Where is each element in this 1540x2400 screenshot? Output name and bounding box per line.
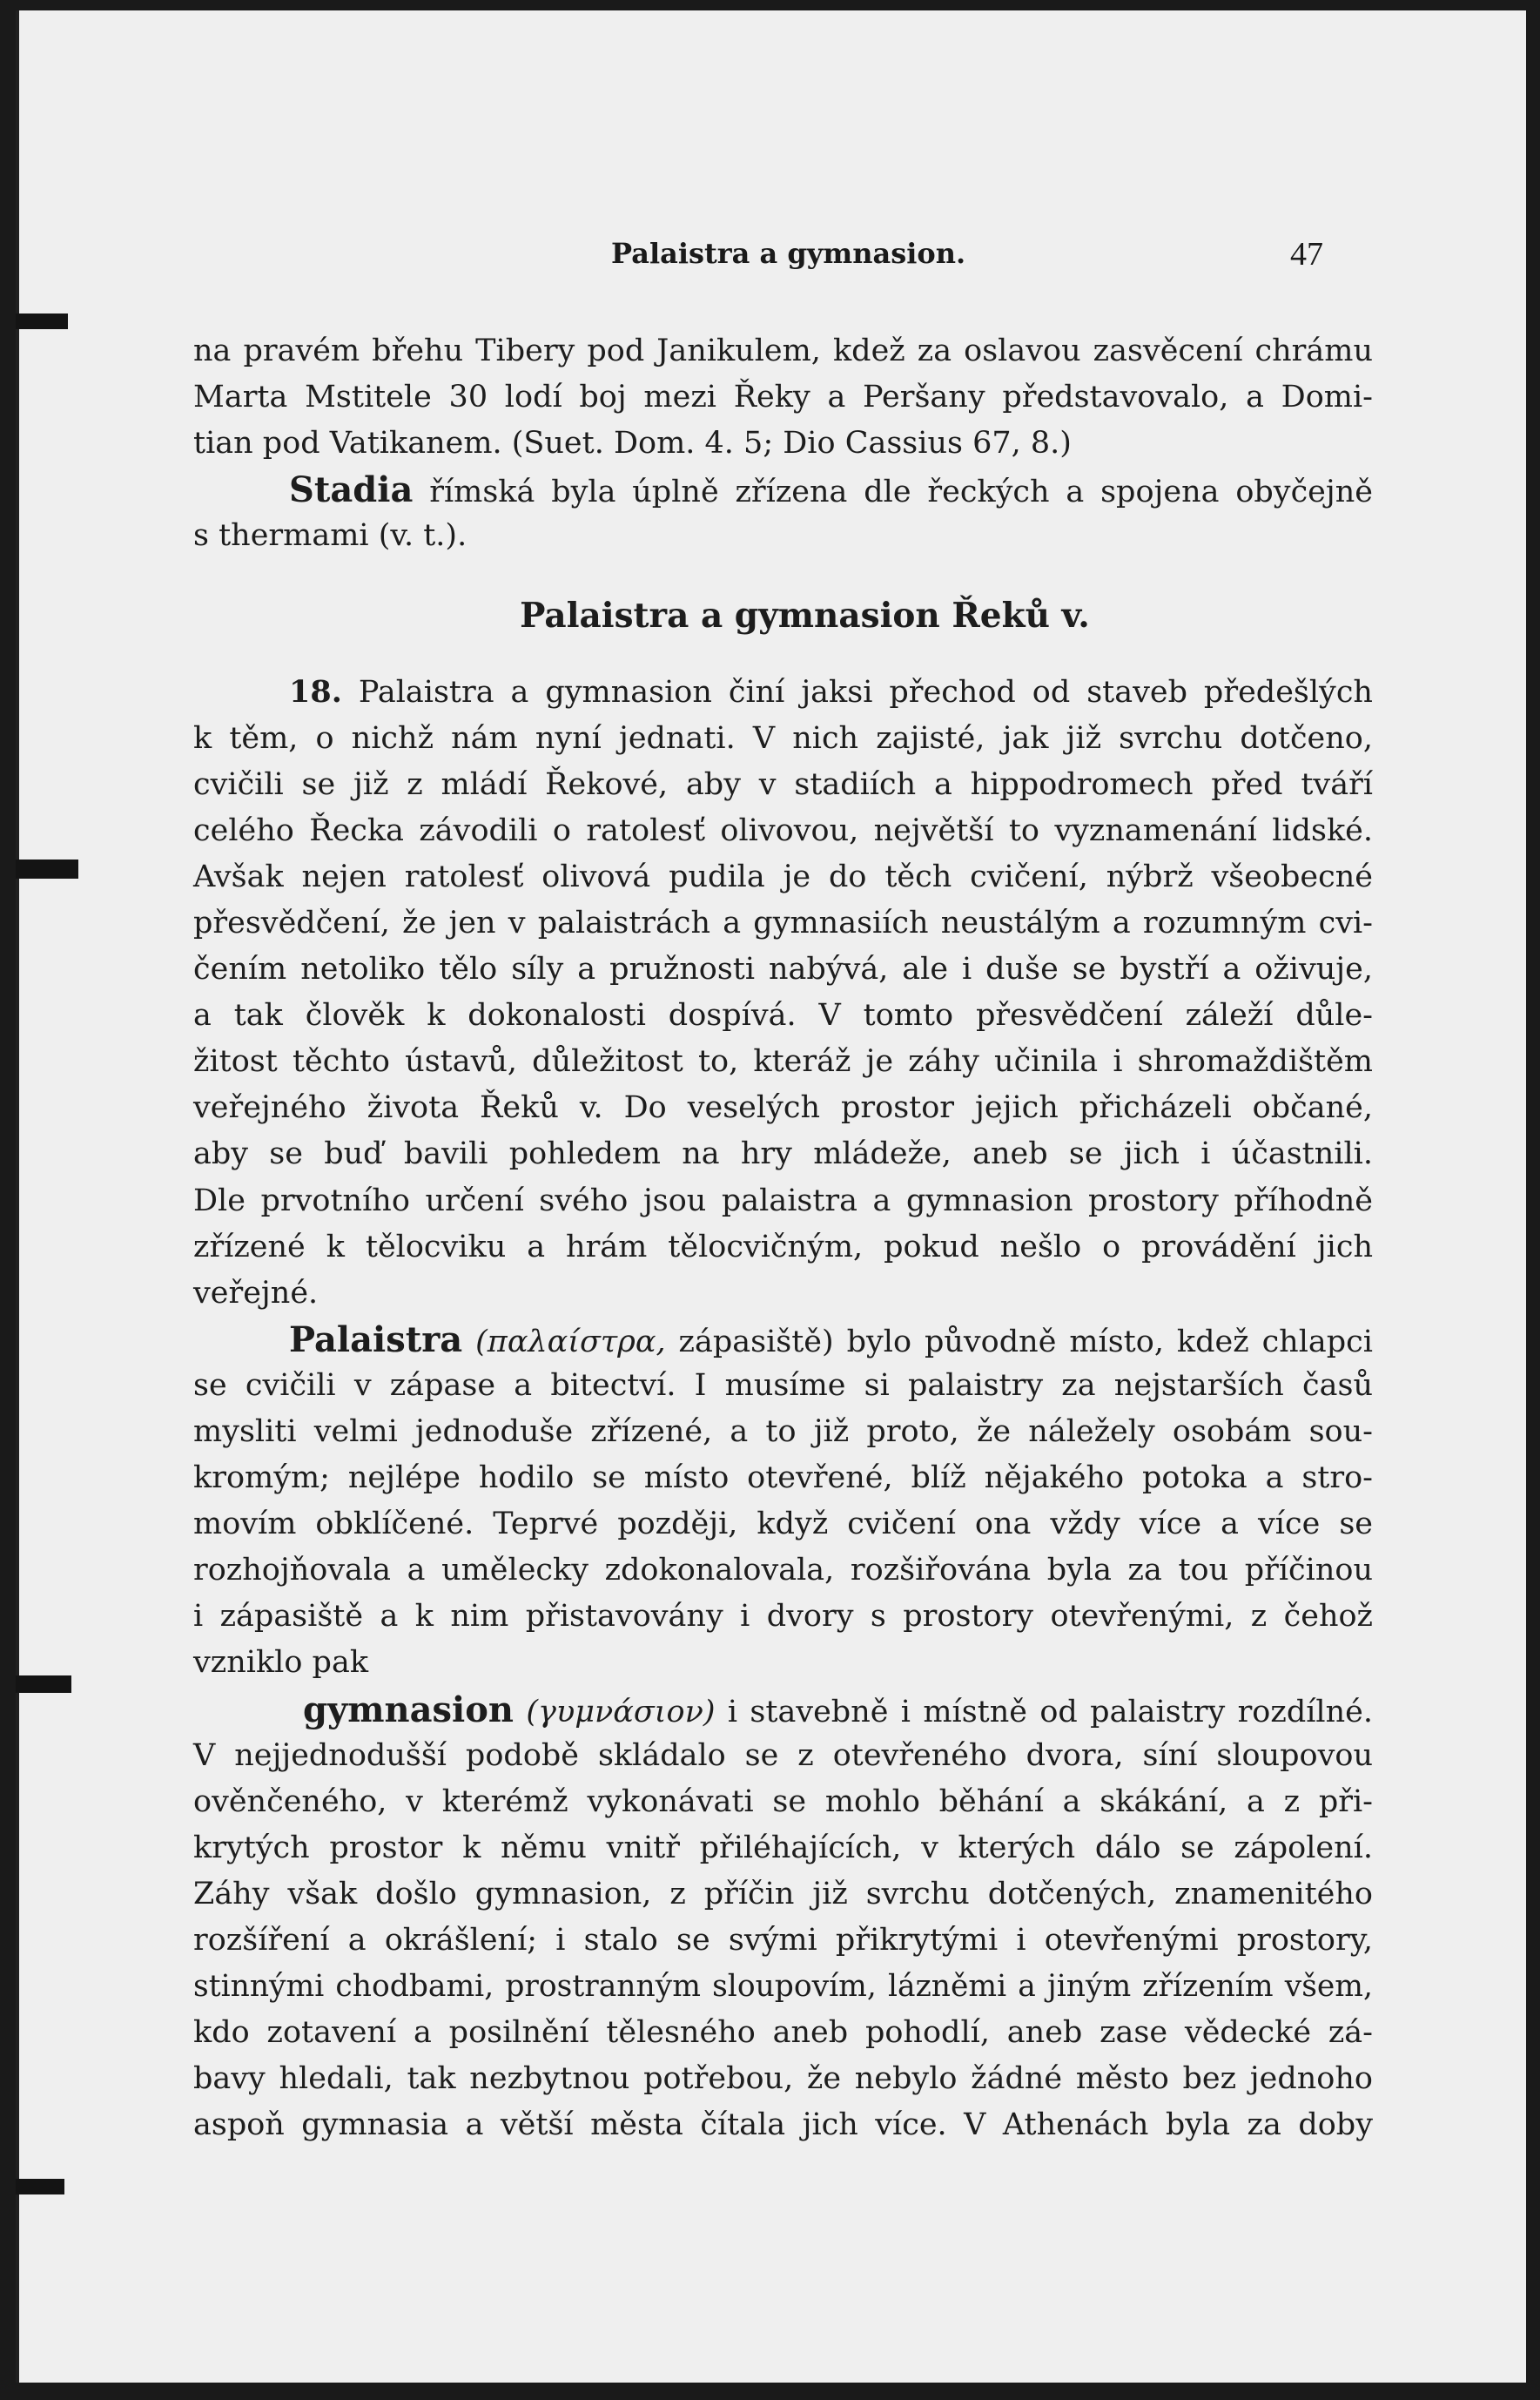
text-line: cvičili se již z mládí Řekové, aby v stadiích a hippodromech před tváří [193, 766, 1373, 802]
text-line: Avšak nejen ratolesť olivová pudila je do těch cvičení, nýbrž všeobecné [193, 859, 1373, 894]
section-18-first-line: Palaistra a gymnasion činí jaksi přechod od staveb předešlých [358, 675, 1373, 711]
text-line: i zápasiště a k nim přistavovány i dvory s prostory otevřenými, z čehož [193, 1599, 1373, 1635]
text-line: movím obklíčené. Teprvé později, když cvičení ona vždy více a více se [193, 1507, 1373, 1542]
palaistra-greek: (παλαίστρα, [475, 1324, 666, 1359]
text-line: s thermami (v. t.). [193, 518, 467, 554]
page-number: 47 [1290, 236, 1323, 273]
text-line: veřejného života Řeků v. Do veselých prostor jejich přicházeli občané, [193, 1090, 1373, 1126]
text-line: čením netoliko tělo síly a pružnosti nabývá, ale i duše se bystří a oživuje, [193, 952, 1373, 988]
running-head [19, 228, 1530, 280]
binding-mark [16, 860, 78, 879]
text-line: Záhy však došlo gymnasion, z příčin již svrchu dotčených, znamenitého [193, 1876, 1373, 1911]
text-line: tian pod Vatikanem. (Suet. Dom. 4. 5; Dio Cassius 67, 8.) [193, 426, 1072, 462]
text-line: aspoň gymnasia a větší města čítala jich více. V Athenách byla za doby [193, 2107, 1373, 2143]
palaistra-lead-word: Palaistra [289, 1318, 463, 1360]
text-line [193, 1687, 1373, 1733]
binding-mark [16, 1675, 71, 1693]
palaistra-first-line: zápasiště) bylo původně místo, kdež chlapci [678, 1324, 1373, 1359]
text-line: kdo zotavení a posilnění tělesného aneb pohodlí, aneb zase vědecké zá- [193, 2015, 1373, 2051]
text-line: rozhojňovala a umělecky zdokonalovala, rozšiřována byla za tou příčinou [193, 1553, 1373, 1588]
text-line: k těm, o nichž nám nyní jednati. V nich zajisté, jak již svrchu dotčeno, [193, 720, 1373, 756]
text-line: bavy hledali, tak nezbytnou potřebou, že nebylo žádné město bez jednoho [193, 2061, 1373, 2097]
section-heading: Palaistra a gymnasion Řeků v. [520, 596, 1090, 637]
text-line: celého Řecka závodili o ratolesť olivovou, největší to vyznamenání lidské. [193, 812, 1373, 848]
gymnasion-paragraph [193, 1687, 1373, 2149]
text-line: kromým; nejlépe hodilo se místo otevřené, blíž nějakého potoka a stro- [193, 1460, 1373, 1496]
palaistra-paragraph [193, 1317, 1373, 1687]
running-title: Palaistra a gymnasion. [611, 237, 966, 270]
text-line: vzniklo pak [193, 1645, 369, 1681]
text-line: a tak člověk k dokonalosti dospívá. V tomto přesvědčení záleží důle- [193, 998, 1373, 1034]
text-line [193, 1317, 1373, 1363]
text-line: Marta Mstitele 30 lodí boj mezi Řeky a Peršany představovalo, a Domi- [193, 380, 1373, 415]
text-line: přesvědčení, že jen v palaistrách a gymnasiích neustálým a rozumným cvi- [193, 905, 1373, 940]
binding-mark [16, 313, 68, 329]
text-line: zřízené k tělocviku a hrám tělocvičným, pokud nešlo o provádění jich [193, 1229, 1373, 1264]
text-line: aby se buď bavili pohledem na hry mládeže, aneb se jich i účastnili. [193, 1136, 1373, 1172]
text-line: se cvičili v zápase a bitectví. I musíme si palaistry za nejstarších časů [193, 1367, 1373, 1403]
text-line: žitost těchto ústavů, důležitost to, kteráž je záhy učinila i shromaždištěm [193, 1044, 1373, 1080]
body-text [193, 328, 1373, 2148]
gymnasion-lead-word: gymnasion [303, 1689, 514, 1730]
text-line [193, 669, 1373, 715]
text-line [193, 467, 1373, 513]
section-number: 18. [289, 674, 342, 711]
text-line: stinnými chodbami, prostranným sloupovím, lázněmi a jiným zřízením všem, [193, 1969, 1373, 2005]
gymnasion-first-line: i stavebně i místně od palaistry rozdílné. [727, 1694, 1373, 1729]
text-line: ověnčeného, v kterémž vykonávati se mohlo běhání a skákání, a z při- [193, 1783, 1373, 1819]
text-line: rozšíření a okrášlení; i stalo se svými přikrytými i otevřenými prostory, [193, 1923, 1373, 1958]
book-page [16, 10, 1526, 2383]
text-line: na pravém břehu Tibery pod Janikulem, kdež za oslavou zasvěcení chrámu [193, 334, 1373, 368]
stadia-lead-word: Stadia [289, 469, 414, 511]
intro-paragraph [193, 328, 1373, 467]
binding-mark [16, 2179, 64, 2194]
text-line: V nejjednodušší podobě skládalo se z otevřeného dvora, síní sloupovou [193, 1737, 1373, 1773]
text-line: Dle prvotního určení svého jsou palaistra a gymnasion prostory příhodně [193, 1183, 1373, 1218]
section-18-paragraph [193, 669, 1373, 1316]
text-line: krytých prostor k němu vnitř přiléhajících, v kterých dálo se zápolení. [193, 1830, 1373, 1865]
text-line: mysliti velmi jednoduše zřízené, a to již proto, že náležely osobám sou- [193, 1413, 1373, 1449]
stadia-rest: římská byla úplně zřízena dle řeckých a spojena obyčejně [429, 475, 1373, 510]
gymnasion-greek: (γυμνάσιον) [526, 1694, 716, 1729]
stadia-paragraph [193, 467, 1373, 559]
text-line: veřejné. [193, 1275, 319, 1311]
